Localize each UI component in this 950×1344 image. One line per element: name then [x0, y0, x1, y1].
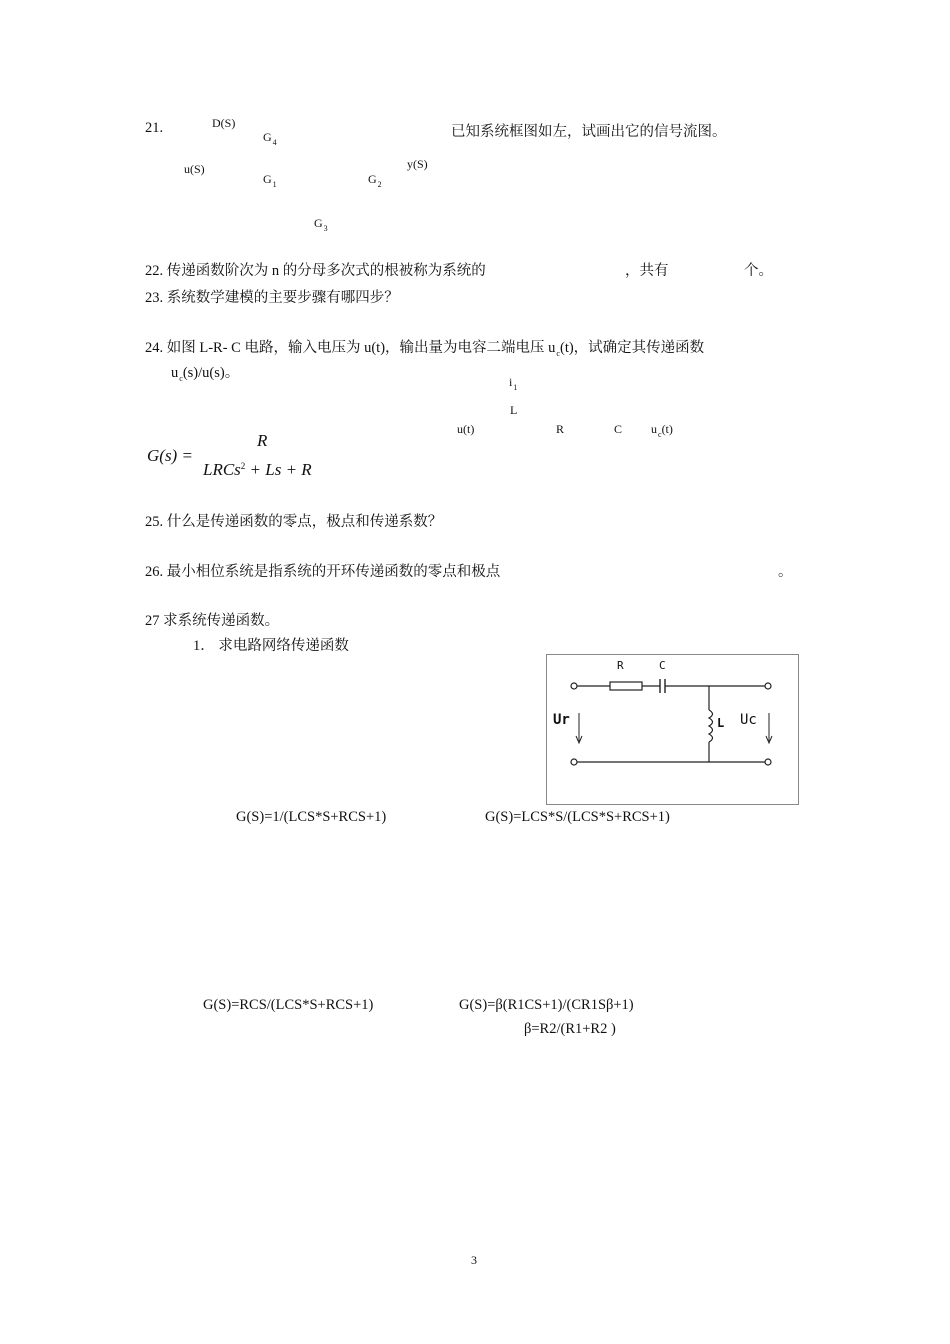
circuit-label-c: C [659, 659, 666, 672]
page-number: 3 [471, 1253, 477, 1267]
q22-text: 22. 传递函数阶次为 n 的分母多次式的根被称为系统的 [145, 263, 486, 279]
q24-label-ut: u(t) [457, 422, 475, 436]
terminal-bottom-right [765, 759, 771, 765]
q22-end: 个。 [744, 263, 773, 279]
q24-label-c: C [614, 422, 623, 436]
option-b: G(S)=LCS*S/(LCS*S+RCS+1) [485, 809, 670, 825]
q21-label-ys: y(S) [407, 157, 428, 171]
q21-label-g2: $G_2$ [368, 172, 382, 189]
q24-label-uct: $u_c(t)$ [651, 422, 673, 439]
q26-text: 26. 最小相位系统是指系统的开环传递函数的零点和极点 [145, 564, 501, 580]
circuit-label-uc: Uc [740, 712, 757, 728]
circuit-diagram [546, 654, 799, 805]
option-a: G(S)=1/(LCS*S+RCS+1) [236, 809, 387, 825]
q24-label-i1: $i_1$ [509, 375, 518, 392]
inductor-symbol [709, 710, 713, 742]
q24-line1: 24. 如图 L-R- C 电路，输入电压为 u(t)，输出量为电容二端电压 $u_c(t)$，试确定其传递函数 [145, 340, 705, 358]
option-d-line1: G(S)=β(R1CS+1)/(CR1Sβ+1) [459, 997, 634, 1013]
q22-mid: ，共有 [625, 263, 669, 279]
formula-lhs: G(s) = [147, 446, 193, 465]
q24-line2: $u_c(s)/u(s)$。 [171, 365, 240, 383]
terminal-top-right [765, 683, 771, 689]
resistor-symbol [610, 682, 642, 690]
q27-item1: 1． 求电路网络传递函数 [193, 638, 349, 654]
q21-number: 21. [145, 120, 164, 136]
q27-text: 27 求系统传递函数。 [145, 613, 280, 629]
circuit-schematic [547, 655, 798, 804]
q21-label-us: u(S) [184, 162, 205, 176]
q24-label-r: R [556, 422, 565, 436]
q21-label-g3: $G_3$ [314, 216, 328, 233]
q24-label-l: L [510, 403, 518, 417]
option-d-line2: β=R2/(R1+R2 ) [524, 1021, 616, 1037]
q26-end: 。 [778, 564, 793, 580]
terminal-top-left [571, 683, 577, 689]
q23-text: 23. 系统数学建模的主要步骤有哪四步？ [145, 290, 399, 306]
option-c: G(S)=RCS/(LCS*S+RCS+1) [203, 997, 374, 1013]
q21-question-text: 已知系统框图如左，试画出它的信号流图。 [451, 124, 727, 140]
q21-label-g1: $G_1$ [263, 172, 277, 189]
formula-denominator: LRCs$^2$ + Ls + R [203, 460, 312, 479]
q25-text: 25. 什么是传递函数的零点，极点和传递系数？ [145, 514, 443, 530]
circuit-label-ur: Ur [553, 712, 570, 728]
circuit-label-l: L [717, 716, 725, 730]
terminal-bottom-left [571, 759, 577, 765]
q21-label-ds: D(S) [212, 116, 236, 130]
circuit-label-r: R [617, 659, 624, 672]
formula-numerator: R [257, 431, 268, 450]
q21-label-g4: $G_4$ [263, 130, 277, 147]
